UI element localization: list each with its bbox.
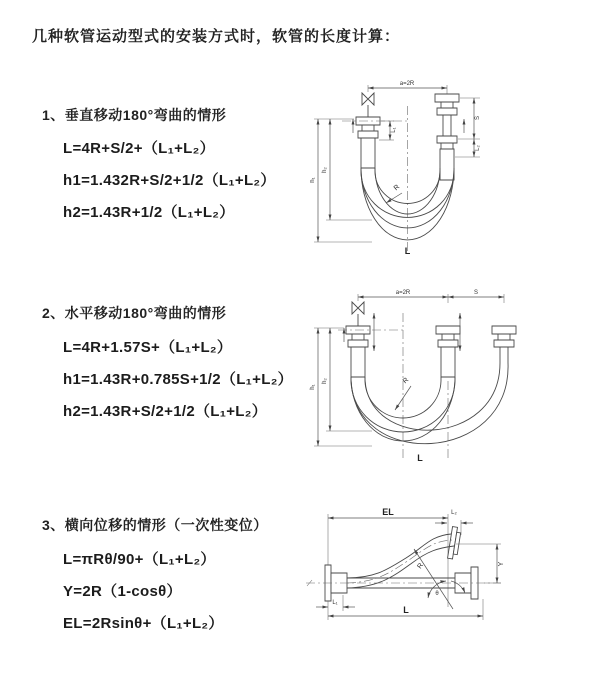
dim-label-l2: L₂ xyxy=(451,510,457,516)
section-3-formula-Y: Y=2R（1-cosθ） xyxy=(63,583,182,600)
dim-label-s: S xyxy=(475,115,481,121)
dim-l1 xyxy=(316,595,355,611)
dim-label-l1: L₁ xyxy=(391,127,397,133)
section-1-formula-L: L=4R+S/2+（L₁+L₂） xyxy=(63,140,215,157)
valve-icon xyxy=(362,93,374,105)
section-1-formula-h2: h2=1.43R+1/2（L₁+L₂） xyxy=(63,204,235,221)
section-3-heading: 3、横向位移的情形（一次性变位） xyxy=(42,517,268,533)
left-flanged-pipe-end xyxy=(356,117,380,168)
section-1-heading: 1、垂直移动180°弯曲的情形 xyxy=(42,107,227,123)
dim-label-r: R xyxy=(392,183,402,193)
dim-a2r xyxy=(358,290,504,303)
braided-hose-section xyxy=(361,138,375,168)
dim-label-h2: h₂ xyxy=(322,378,328,384)
dim-label-l-total: L xyxy=(403,605,409,615)
upper-flange xyxy=(448,527,462,560)
section-3-formula-L: L=πRθ/90+（L₁+L₂） xyxy=(63,551,216,568)
dim-label-l-total: L xyxy=(417,453,423,463)
diagram-horizontal-180-bend xyxy=(308,281,570,467)
middle-flanged-pipe-end xyxy=(436,326,460,377)
dim-label-theta: θ xyxy=(435,591,439,597)
page-title: 几种软管运动型式的安装方式时，软管的长度计算： xyxy=(32,28,401,45)
displaced-hose xyxy=(347,534,454,588)
dim-l-total xyxy=(328,599,483,620)
dim-label-r: R xyxy=(401,376,411,386)
section-3-formula-EL: EL=2Rsinθ+（L₁+L₂） xyxy=(63,615,224,632)
dim-l2 xyxy=(455,139,481,157)
right-flanged-pipe-end xyxy=(435,94,459,180)
braided-hose-section xyxy=(351,347,365,377)
dim-label-y: Y xyxy=(498,561,505,567)
valve-icon xyxy=(352,302,364,314)
section-2-formula-h2: h2=1.43R+S/2+1/2（L₁+L₂） xyxy=(63,403,268,420)
left-flanged-pipe-end xyxy=(346,326,370,377)
braided-hose-section xyxy=(441,347,455,377)
dim-label-l2: L₂ xyxy=(475,145,481,151)
section-2-formula-h1: h1=1.43R+0.785S+1/2（L₁+L₂） xyxy=(63,371,293,388)
dim-label-a2r: a=2R xyxy=(399,81,415,87)
section-2-formula-L: L=4R+1.57S+（L₁+L₂） xyxy=(63,339,233,356)
dim-l1 xyxy=(379,121,397,140)
dim-a2r xyxy=(368,81,447,94)
dim-label-a2r: a=2R xyxy=(395,290,411,296)
diagram-vertical-180-bend xyxy=(310,72,562,258)
dim-label-h1: h₁ xyxy=(310,177,316,183)
section-2-heading: 2、水平移动180°弯曲的情形 xyxy=(42,305,227,321)
dim-label-s: S xyxy=(473,290,479,296)
dim-label-l1: L₁ xyxy=(332,600,338,606)
radius-leader xyxy=(386,193,402,203)
section-1-formula-h1: h1=1.432R+S/2+1/2（L₁+L₂） xyxy=(63,172,276,189)
shifted-flanged-pipe-end xyxy=(492,326,516,363)
dim-label-h2: h₂ xyxy=(322,167,328,173)
dim-label-r: R xyxy=(416,562,426,571)
hose-u-bend xyxy=(351,363,508,444)
dim-label-l-total: L xyxy=(404,246,411,256)
dim-label-el: EL xyxy=(382,507,394,517)
dim-s xyxy=(458,98,481,139)
diagram-lateral-displacement xyxy=(298,501,588,657)
dim-label-h1: h₁ xyxy=(310,384,316,390)
braided-hose-section xyxy=(440,149,454,180)
